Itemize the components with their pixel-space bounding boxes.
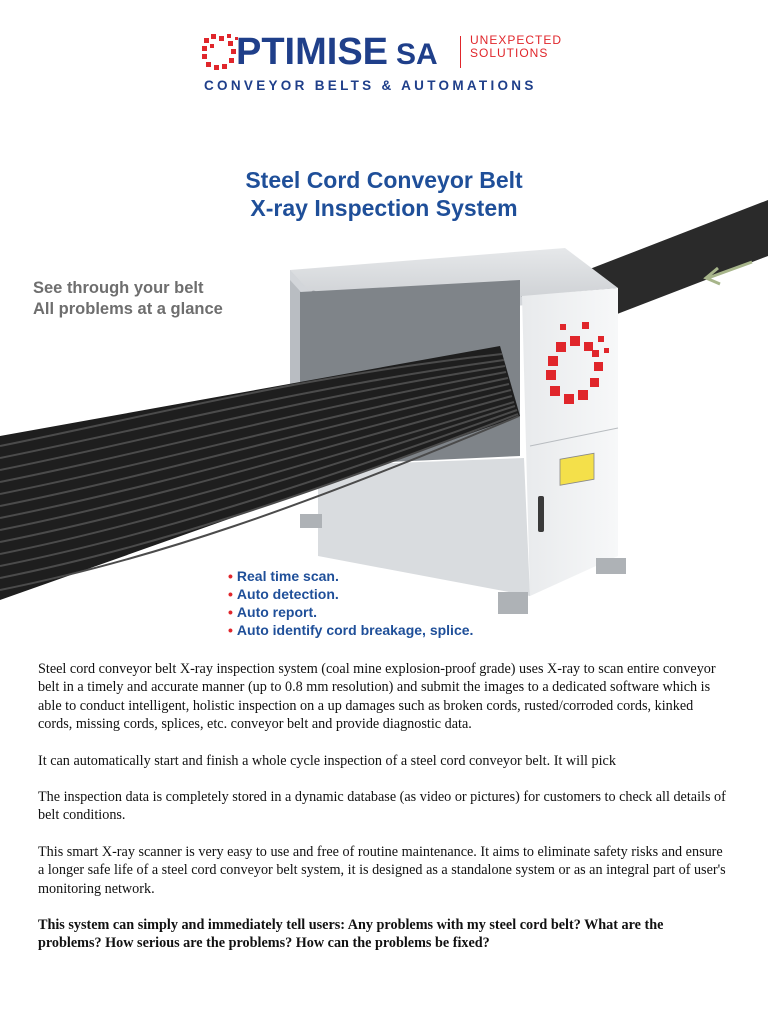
brand-tagline-line1: UNEXPECTED bbox=[470, 33, 563, 47]
paragraph: It can automatically start and finish a whole cycle inspection of a steel cord conveyor belt. It will pick bbox=[38, 752, 616, 769]
tagline-line1: See through your belt bbox=[33, 279, 204, 297]
tagline bbox=[33, 278, 223, 320]
feature-list bbox=[228, 567, 473, 639]
feature-item: • Auto detection. bbox=[228, 586, 339, 602]
bullet-icon: • bbox=[228, 568, 233, 584]
body-text bbox=[38, 660, 728, 971]
warning-label bbox=[560, 453, 594, 485]
bullet-icon: • bbox=[228, 622, 233, 638]
page-title-line2: X-ray Inspection System bbox=[250, 195, 518, 221]
brand-suffix: SA bbox=[396, 38, 438, 71]
brand-logo bbox=[196, 28, 586, 96]
logo-divider bbox=[460, 36, 461, 68]
bullet-icon: • bbox=[228, 586, 233, 602]
page-title-line1: Steel Cord Conveyor Belt bbox=[245, 167, 523, 193]
feature-item: • Real time scan. bbox=[228, 568, 339, 584]
cabinet-handle bbox=[538, 496, 544, 532]
brand-subtitle: CONVEYOR BELTS & AUTOMATIONS bbox=[204, 78, 537, 93]
closing-paragraph: This system can simply and immediately tell users: Any problems with my steel cord belt? What are the problems? How serious are the problems? How can the problems be fixed? bbox=[38, 917, 664, 952]
feature-item: • Auto report. bbox=[228, 604, 318, 620]
brand-tagline bbox=[470, 34, 562, 60]
tagline-line2: All problems at a glance bbox=[33, 300, 223, 318]
brand-name: PTIMISE SA bbox=[236, 31, 438, 73]
paragraph: This smart X-ray scanner is very easy to use and free of routine maintenance. It aims to eliminate safety risks and ensure a longer safe life of a steel cord conveyor belt system, it is designed as a standalone system or as an integral part of user's monitoring network. bbox=[38, 843, 726, 897]
bullet-icon: • bbox=[228, 604, 233, 620]
scanner-side-panel bbox=[522, 288, 618, 596]
feature-item: • Auto identify cord breakage, splice. bbox=[228, 622, 474, 638]
brand-tagline-line2: SOLUTIONS bbox=[470, 46, 549, 60]
paragraph: The inspection data is completely stored in a dynamic database (as video or pictures) for customers to check all details of belt conditions. bbox=[38, 789, 726, 824]
paragraph: Steel cord conveyor belt X-ray inspection system (coal mine explosion-proof grade) uses X-ray to scan entire conveyor belt in a timely and accurate manner (up to 0.8 mm resolution) and submit the images to a dedicated software which is able to conduct intelligent, holistic inspection on a up damages such as broken cords, rusted/corroded cords, kinked cords, missing cords, splices, etc. conveyor belt and provide diagnostic data. bbox=[38, 661, 716, 733]
